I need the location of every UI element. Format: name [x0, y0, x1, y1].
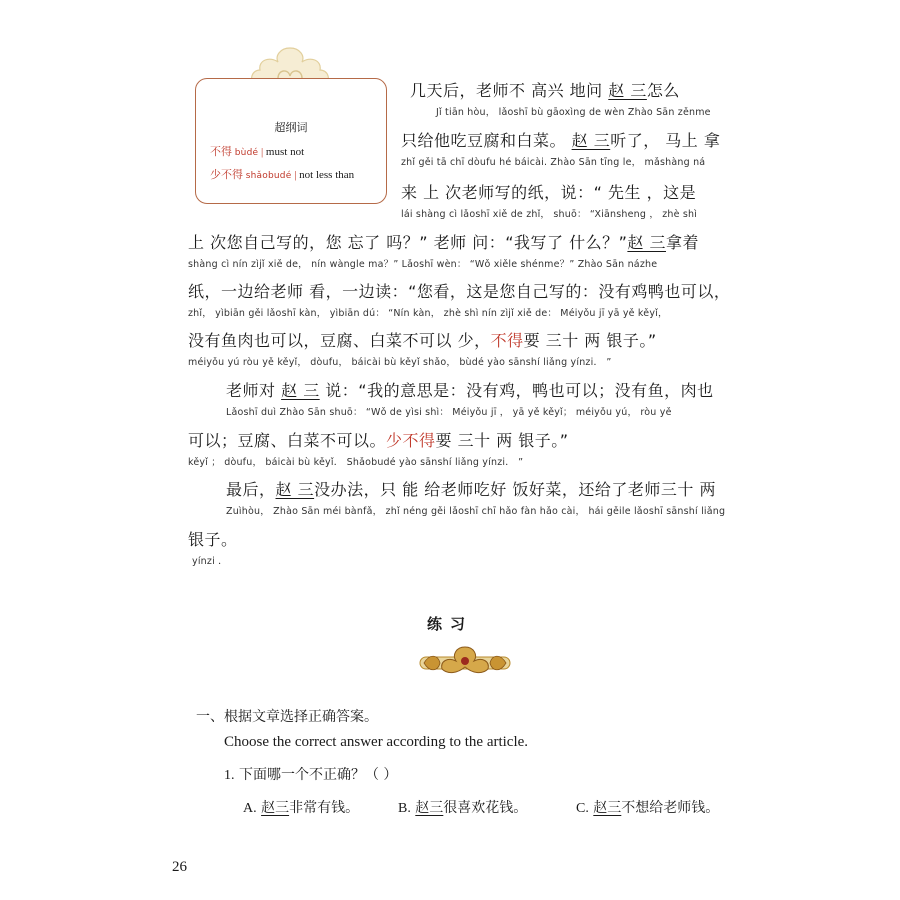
pinyin-line: lái shàng cì lǎoshī xiě de zhǐ， shuō： “Xiānsheng ， zhè shì — [401, 209, 698, 220]
option-c[interactable]: C. 赵三不想给老师钱。 — [576, 800, 720, 816]
pinyin-line: Zuìhòu， Zhào Sān méi bànfǎ， zhǐ néng gěi lǎoshī chī hǎo fàn hǎo cài， hái gěile lǎoshī sānshí liǎng — [226, 506, 726, 517]
question-heading: 一、根据文章选择正确答案。 — [196, 709, 378, 725]
vocab-english: must not — [265, 146, 305, 158]
story-line: 最后，赵 三没办法，只 能 给老师吃好 饭好菜，还给了老师三十 两 — [226, 480, 716, 499]
story-line: 纸，一边给老师 看，一边读：“您看，这是您自己写的：没有鸡鸭也可以， — [188, 282, 731, 301]
pinyin-line: yínzi ． — [192, 556, 228, 567]
highlight-word: 不得 — [490, 331, 524, 350]
vocab-item — [210, 166, 354, 182]
page-number: 26 — [172, 859, 187, 875]
character-name: 赵 三 — [275, 480, 315, 499]
story-line: 可以；豆腐、白菜不可以。少不得要 三十 两 银子。” — [188, 431, 569, 450]
story-line: 来 上 次老师写的纸，说：“ 先生 ，这是 — [401, 183, 697, 202]
highlight-word: 少不得 — [386, 431, 436, 450]
story-line: 没有鱼肉也可以，豆腐、白菜不可以 少，不得要 三十 两 银子。” — [188, 331, 657, 350]
vocab-box — [195, 78, 387, 204]
pinyin-line: shàng cì nín zìjǐ xiě de， nín wàngle ma？” Lǎoshī wèn： “Wǒ xiěle shénme？” Zhào Sān názhe — [188, 259, 658, 270]
story-line: 上 次您自己写的，您 忘了 吗？” 老师 问：“我写了 什么？”赵 三拿着 — [188, 233, 699, 252]
pinyin-line: Lǎoshī duì Zhào Sān shuō： “Wǒ de yìsi shì： Méiyǒu jī ， yā yě kěyǐ； méiyǒu yú， ròu yě — [226, 407, 672, 418]
story-line: 老师对 赵 三 说：“我的意思是：没有鸡，鸭也可以；没有鱼，肉也 — [226, 381, 714, 400]
story-line: 只给他吃豆腐和白菜。 赵 三听了， 马上 拿 — [401, 131, 721, 150]
vocab-item — [210, 143, 304, 159]
question-instruction: Choose the correct answer according to the article. — [224, 734, 529, 750]
vocab-hanzi: 少不得 — [210, 168, 243, 181]
vocab-english: not less than — [299, 169, 355, 181]
character-name: 赵 三 — [627, 233, 666, 252]
pinyin-line: zhǐ， yìbiān gěi lǎoshī kàn， yìbiān dú： “Nín kàn， zhè shì nín zìjǐ xiě de： Méiyǒu jī yā yě kěyǐ， — [188, 308, 668, 319]
character-name: 赵 三 — [608, 81, 647, 100]
option-a[interactable]: A. 赵三非常有钱。 — [243, 800, 360, 816]
pinyin-line: zhǐ gěi tā chī dòufu hé báicài. Zhào Sān tīng le， mǎshàng ná — [401, 157, 706, 168]
vocab-separator: | — [294, 169, 297, 181]
question-1: 1. 下面哪一个不正确？（ ） — [224, 767, 398, 783]
vocab-pinyin: shǎobudé — [245, 171, 292, 181]
pinyin-line: méiyǒu yú ròu yě kěyǐ， dòufu， báicài bù kěyǐ shǎo， bùdé yào sānshí liǎng yínzi． ” — [188, 357, 612, 368]
character-name: 赵 三 — [571, 131, 611, 150]
vocab-title: 超纲词 — [274, 121, 308, 134]
character-name: 赵 三 — [281, 381, 320, 400]
exercise-title: 练习 — [426, 615, 473, 633]
vocab-separator: | — [260, 146, 264, 158]
pinyin-line: Jǐ tiān hòu， lǎoshī bù gāoxìng de wèn Zhào Sān zěnme — [436, 107, 711, 118]
story-line: 几天后，老师不 高兴 地问 赵 三怎么 — [410, 81, 680, 100]
option-b[interactable]: B. 赵三很喜欢花钱。 — [398, 800, 528, 816]
pinyin-line: kěyǐ ； dòufu， báicài bù kěyǐ． Shǎobudé yào sānshí liǎng yínzi． ” — [188, 457, 524, 468]
vocab-pinyin: bùdé — [234, 148, 259, 158]
vocab-hanzi: 不得 — [210, 145, 232, 158]
story-line: 银子。 — [188, 530, 238, 549]
decorative-ornament-icon — [418, 643, 512, 681]
